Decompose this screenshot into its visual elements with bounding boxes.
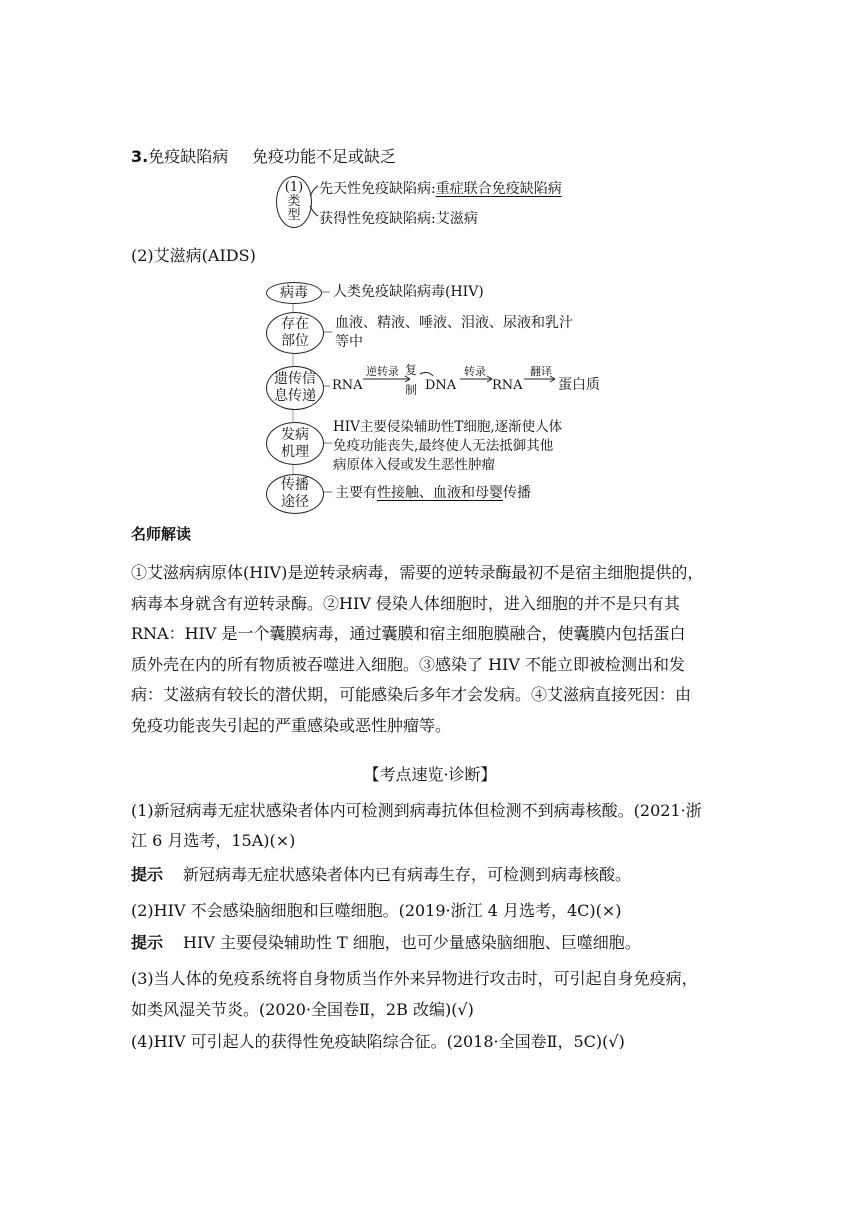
types-label-num: (1)	[284, 180, 304, 195]
transmission-suffix: 传播	[503, 485, 531, 501]
congenital-line	[319, 179, 562, 199]
teacher-paragraph	[131, 558, 731, 741]
flow-arrow3-label: 翻译	[530, 365, 552, 378]
node-transmission-label-2: 途径	[281, 494, 309, 510]
flow-rna2: RNA	[492, 378, 523, 393]
node-virus	[266, 282, 322, 304]
section-definition: 免疫功能不足或缺乏	[252, 147, 397, 166]
teacher-line: ①艾滋病病原体(HIV)是逆转录病毒，需要的逆转录酶最初不是宿主细胞提供的，	[131, 563, 704, 582]
node-mechanism-text-3: 病原体入侵或发生恶性肿瘤	[333, 457, 495, 473]
section-number: 3.	[131, 147, 149, 166]
quiz-item-3	[131, 963, 731, 1025]
node-transmission-label-1: 传播	[281, 477, 309, 493]
section-title-text: 免疫缺陷病	[148, 147, 229, 166]
hint-text: HIV 主要侵染辅助性 T 细胞，也可少量感染脑细胞、巨噬细胞。	[183, 933, 641, 952]
flow-arrow1-label: 逆转录	[366, 365, 399, 378]
hint-text: 新冠病毒无症状感染者体内已有病毒生存，可检测到病毒核酸。	[183, 865, 632, 884]
flow-arrow2-label: 转录	[464, 365, 486, 378]
node-genetic-label-1: 遗传信	[274, 371, 316, 387]
node-mechanism	[266, 422, 324, 465]
node-location-label-2: 部位	[281, 333, 309, 349]
node-virus-text: 人类免疫缺陷病毒(HIV)	[333, 284, 484, 300]
quiz-item-4: (4)HIV 可引起人的获得性免疫缺陷综合征。(2018·全国卷Ⅱ，5C)(√)	[131, 1032, 625, 1051]
hint-label: 提示	[131, 933, 164, 952]
node-mechanism-label-1: 发病	[281, 426, 309, 443]
node-mechanism-text-1: HIV主要侵染辅助性T细胞,逐渐使人体	[333, 419, 563, 435]
quiz-item-1	[131, 796, 731, 856]
quiz-item-3-line-1: (3)当人体的免疫系统将自身物质当作外来异物进行攻击时，可引起自身免疫病，	[131, 969, 698, 988]
node-mechanism-text	[333, 418, 562, 475]
node-mechanism-text-2: 免疫功能丧失,最终使人无法抵御其他	[333, 438, 554, 454]
node-virus-label: 病毒	[280, 284, 308, 301]
flow-copy-1: 复	[405, 363, 418, 377]
flow-copy-2: 制	[405, 383, 418, 397]
node-transmission-text	[335, 482, 531, 504]
flow-protein: 蛋白质	[558, 377, 600, 393]
teacher-line: 质外壳在内的所有物质被吞噬进入细胞。③感染了 HIV 不能立即被检测出和发	[131, 654, 686, 674]
teacher-line: 免疫功能丧失引起的严重感染或恶性肿瘤等。	[131, 715, 452, 735]
teacher-line: 病：艾滋病有较长的潜伏期，可能感染后多年才会发病。④艾滋病直接死因：由	[131, 685, 692, 704]
node-location-label-1: 存在	[281, 316, 309, 332]
quiz-hint-2	[131, 930, 731, 956]
transmission-prefix: 主要有	[335, 485, 377, 501]
quiz-heading: 【考点速览·诊断】	[363, 765, 497, 784]
types-label-char1: 类	[287, 194, 301, 209]
congenital-example: 重症联合免疫缺陷病	[435, 181, 562, 197]
flow-rna1: RNA	[332, 378, 363, 393]
quiz-item-3-line-2: 如类风湿关节炎。(2020·全国卷Ⅱ，2B 改编)(√)	[131, 1000, 474, 1019]
node-transmission	[266, 474, 324, 514]
node-mechanism-label-2: 机理	[281, 443, 309, 460]
node-location	[266, 312, 324, 354]
node-location-text-2: 等中	[335, 334, 363, 350]
node-genetic	[266, 366, 324, 410]
teacher-heading: 名师解读	[131, 525, 192, 543]
congenital-prefix: 先天性免疫缺陷病:	[319, 181, 436, 197]
types-label-char2: 型	[287, 208, 301, 223]
quiz-hint-1	[131, 863, 731, 887]
hint-label: 提示	[131, 865, 164, 884]
node-location-text-1: 血液、精液、唾液、泪液、尿液和乳汁	[335, 315, 573, 331]
node-genetic-label-2: 息传递	[274, 388, 316, 404]
quiz-item-1-line-2: 江 6 月选考，15A)(×)	[131, 831, 296, 850]
aids-heading: (2)艾滋病(AIDS)	[131, 246, 256, 265]
flow-dna: DNA	[425, 378, 457, 393]
transmission-routes: 性接触、血液和母婴	[377, 485, 503, 501]
quiz-item-2: (2)HIV 不会感染脑细胞和巨噬细胞。(2019·浙江 4 月选考，4C)(×)	[131, 901, 622, 920]
teacher-line: 病毒本身就含有逆转录酶。②HIV 侵染人体细胞时，进入细胞的并不是只有其	[131, 593, 680, 613]
acquired-line: 获得性免疫缺陷病:艾滋病	[319, 211, 478, 227]
quiz-item-1-line-1: (1)新冠病毒无症状感染者体内可检测到病毒抗体但检测不到病毒核酸。(2021·浙	[131, 801, 702, 820]
node-location-text	[335, 314, 573, 352]
teacher-line: RNA：HIV 是一个囊膜病毒，通过囊膜和宿主细胞膜融合，使囊膜内包括蛋白	[131, 624, 686, 643]
